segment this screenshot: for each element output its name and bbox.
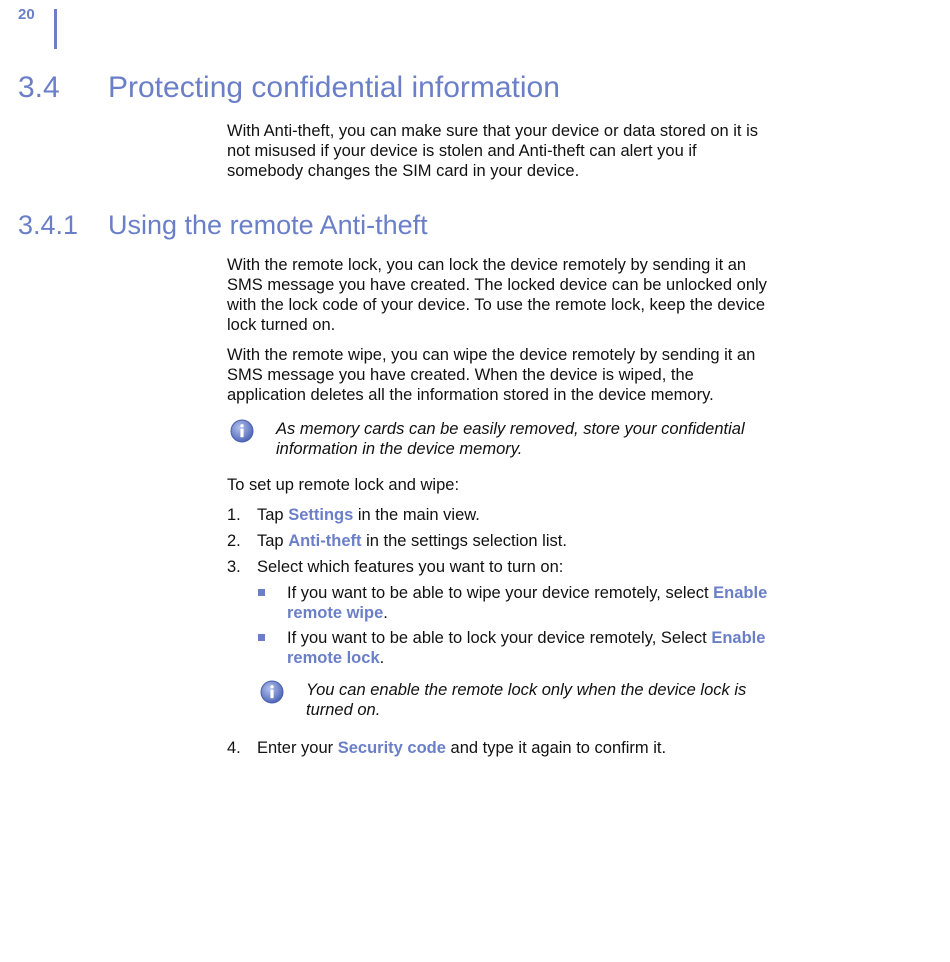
bullet-text: . — [379, 649, 385, 667]
step-number: 1. — [227, 506, 241, 524]
info-icon — [260, 680, 284, 704]
feature-bullets — [257, 583, 772, 668]
setup-intro: To set up remote lock and wipe: — [227, 476, 460, 494]
bullet-text: If you want to be able to wipe your device remotely, select — [287, 584, 714, 602]
step-text: Enter your — [257, 739, 338, 757]
step-text: Select which features you want to turn on: — [257, 558, 564, 576]
page-number-divider — [54, 9, 57, 49]
info-icon — [230, 419, 254, 443]
anti-theft-term: Anti-theft — [288, 532, 362, 550]
security-code-term: Security code — [337, 739, 446, 757]
enable-remote-wipe-term: Enable remote wipe — [287, 584, 768, 622]
memory-card-note — [227, 419, 772, 459]
step-text: and type it again to confirm it. — [445, 739, 667, 757]
step-text: Tap — [257, 506, 289, 524]
subsection-heading — [18, 210, 428, 241]
subsection-title: Using the remote Anti-theft — [108, 210, 428, 240]
step-text: Tap — [257, 532, 289, 550]
step-text: in the settings selection list. — [361, 532, 567, 550]
remote-wipe-paragraph: With the remote wipe, you can wipe the device remotely by sending it an SMS message you have created. When the device is wiped, the application deletes all the information stored in the device memory. — [227, 346, 756, 404]
subsection-body — [227, 255, 772, 764]
subsection-number: 3.4.1 — [18, 210, 79, 240]
memory-card-note-text: As memory cards can be easily removed, store your confidential information in the device memory. — [276, 420, 745, 458]
step-2 — [227, 531, 772, 551]
bullet-text: . — [383, 604, 388, 622]
settings-term: Settings — [288, 506, 354, 524]
setup-steps — [227, 505, 772, 758]
step-text: in the main view. — [353, 506, 480, 524]
remote-lock-paragraph: With the remote lock, you can lock the device remotely by sending it an SMS message you have created. The locked device can be unlocked only with the lock code of your device. To use the remote lock, keep the device lock turned on. — [227, 256, 767, 334]
step-number: 2. — [227, 532, 241, 550]
square-bullet-icon — [258, 634, 265, 641]
section-heading — [18, 71, 560, 105]
step-1 — [227, 505, 772, 525]
device-lock-note — [257, 680, 772, 720]
section-number: 3.4 — [18, 71, 60, 104]
bullet-text: If you want to be able to lock your device remotely, Select — [287, 629, 712, 647]
device-lock-note-text: You can enable the remote lock only when the device lock is turned on. — [306, 681, 747, 719]
bullet-remote-wipe — [257, 583, 772, 623]
step-number: 3. — [227, 558, 241, 576]
step-3 — [227, 557, 772, 720]
square-bullet-icon — [258, 589, 265, 596]
bullet-remote-lock — [257, 628, 772, 668]
step-number: 4. — [227, 739, 241, 757]
enable-remote-lock-term: Enable remote lock — [287, 629, 766, 667]
section-title: Protecting confidential information — [108, 71, 560, 104]
section-intro-block — [227, 121, 772, 181]
step-4 — [227, 738, 772, 758]
section-intro: With Anti-theft, you can make sure that your device or data stored on it is not misused if your device is stolen and Anti-theft can alert you if somebody changes the SIM card in your device. — [227, 122, 759, 180]
page-number: 20 — [18, 6, 35, 23]
